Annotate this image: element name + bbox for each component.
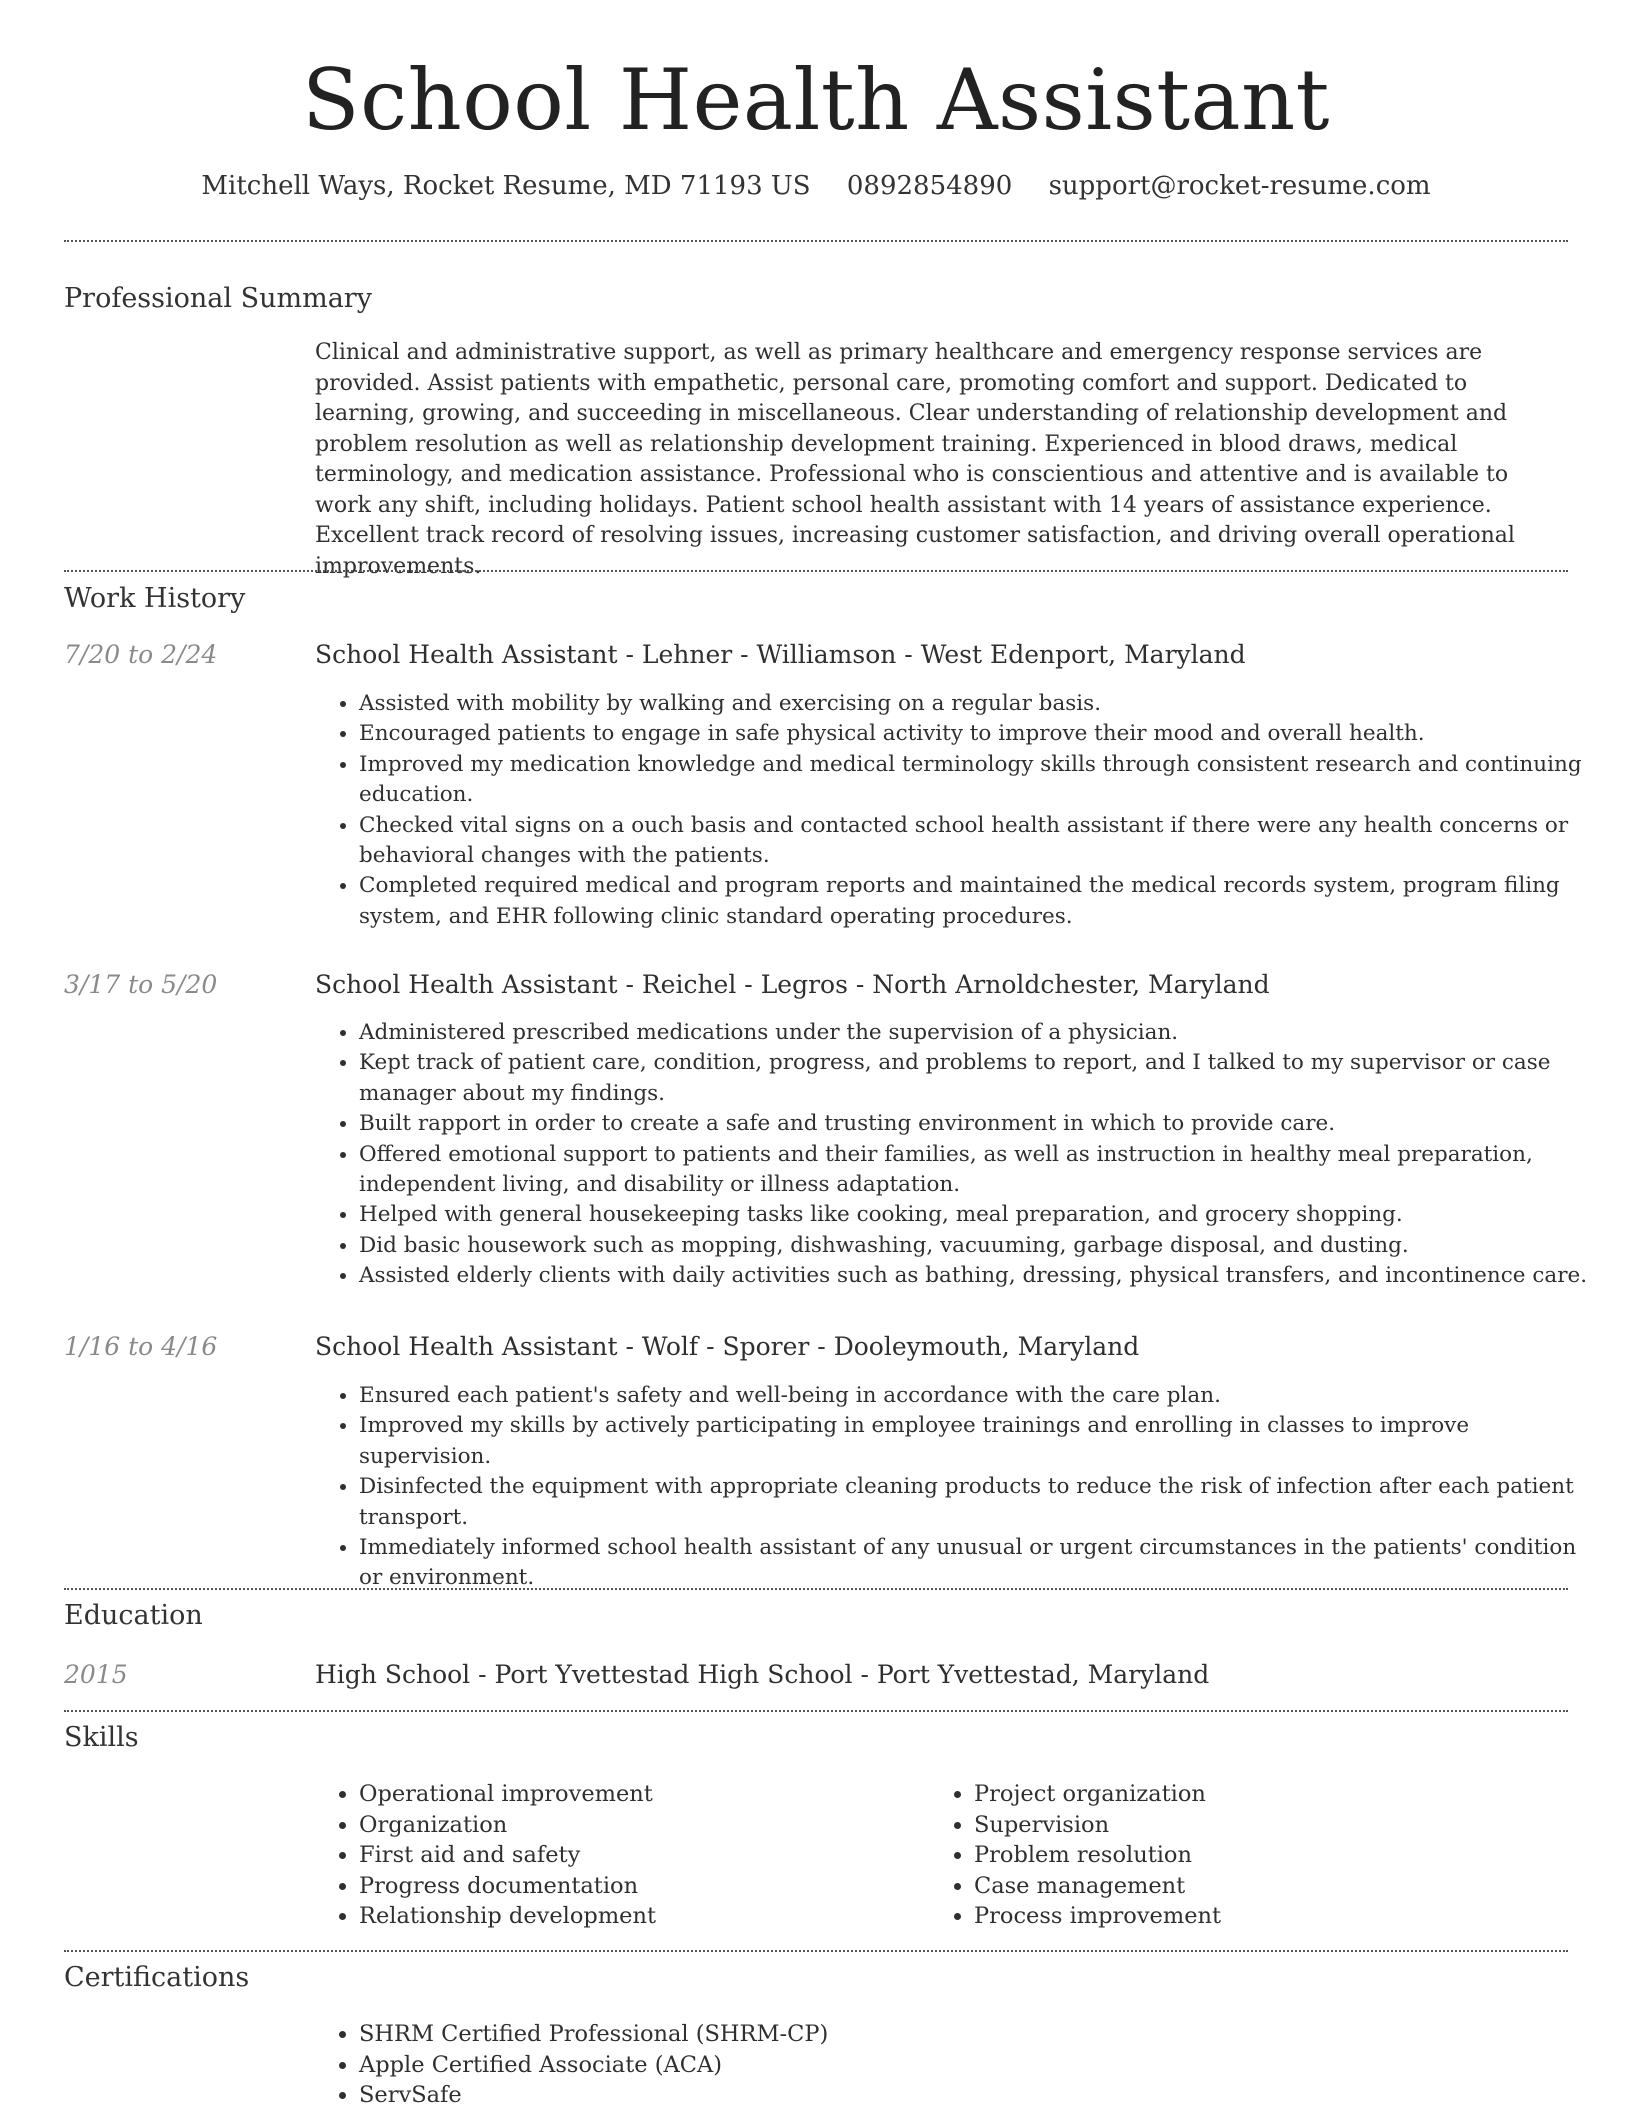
job-bullet: • Immediately informed school health assistant of any unusual or urgent circumstances in the patients' condition or environment. bbox=[359, 1533, 1599, 1594]
contact-email: support@rocket-resume.com bbox=[1048, 170, 1431, 201]
job-bullet: • Offered emotional support to patients and their families, as well as instruction in healthy meal preparation, independent living, and disability or illness adaptation. bbox=[359, 1140, 1599, 1201]
skill-item: • Progress documentation bbox=[359, 1871, 919, 1902]
job-bullet-list bbox=[315, 1381, 1599, 1594]
skill-item: • Case management bbox=[974, 1871, 1574, 1902]
job-bullet: • Encouraged patients to engage in safe physical activity to improve their mood and overall health. bbox=[359, 719, 1599, 749]
section-divider bbox=[64, 570, 1568, 572]
contact-phone: 0892854890 bbox=[846, 170, 1013, 201]
skill-item: • Operational improvement bbox=[359, 1779, 919, 1810]
skill-item: • Relationship development bbox=[359, 1901, 919, 1932]
contact-address: Mitchell Ways, Rocket Resume, MD 71193 US bbox=[201, 170, 811, 201]
section-divider bbox=[64, 1710, 1568, 1712]
job-bullet: • Built rapport in order to create a safe and trusting environment in which to provide care. bbox=[359, 1109, 1599, 1139]
job-bullet: • Disinfected the equipment with appropriate cleaning products to reduce the risk of infection after each patient transport. bbox=[359, 1472, 1599, 1533]
skill-item: • Organization bbox=[359, 1810, 919, 1841]
skill-item: • Project organization bbox=[974, 1779, 1574, 1810]
job-title: School Health Assistant - Reichel - Legros - North Arnoldchester, Maryland bbox=[315, 970, 1270, 999]
skill-item: • Supervision bbox=[974, 1810, 1574, 1841]
skills-heading: Skills bbox=[64, 1722, 139, 1753]
job-bullet: • Administered prescribed medications under the supervision of a physician. bbox=[359, 1018, 1599, 1048]
job-bullet: • Ensured each patient's safety and well-being in accordance with the care plan. bbox=[359, 1381, 1599, 1411]
job-bullet: • Kept track of patient care, condition, progress, and problems to report, and I talked to my supervisor or case manager about my findings. bbox=[359, 1048, 1599, 1109]
job-bullet: • Did basic housework such as mopping, dishwashing, vacuuming, garbage disposal, and dusting. bbox=[359, 1231, 1599, 1261]
job-bullet-list bbox=[315, 1018, 1599, 1292]
education-entry: High School - Port Yvettestad High School - Port Yvettestad, Maryland bbox=[315, 1660, 1210, 1689]
skill-item: • First aid and safety bbox=[359, 1840, 919, 1871]
resume-header bbox=[0, 0, 1632, 201]
skill-item: • Process improvement bbox=[974, 1901, 1574, 1932]
section-divider bbox=[64, 1950, 1568, 1952]
job-dates: 1/16 to 4/16 bbox=[64, 1332, 218, 1361]
job-bullet: • Improved my medication knowledge and medical terminology skills through consistent research and continuing education. bbox=[359, 750, 1599, 811]
job-bullet: • Checked vital signs on a ouch basis and contacted school health assistant if there were any health concerns or behavioral changes with the patients. bbox=[359, 811, 1599, 872]
education-heading: Education bbox=[64, 1600, 203, 1631]
job-bullet: • Assisted with mobility by walking and exercising on a regular basis. bbox=[359, 689, 1599, 719]
job-dates: 7/20 to 2/24 bbox=[64, 640, 218, 669]
resume-title: School Health Assistant bbox=[302, 51, 1330, 149]
work-history-heading: Work History bbox=[64, 583, 246, 614]
contact-line bbox=[0, 171, 1632, 201]
section-divider bbox=[64, 1588, 1568, 1590]
certification-item: • SHRM Certified Professional (SHRM-CP) bbox=[359, 2019, 1259, 2050]
summary-heading: Professional Summary bbox=[64, 283, 372, 314]
job-bullet-list bbox=[315, 689, 1599, 932]
skills-list-left bbox=[315, 1779, 919, 1932]
summary-text: Clinical and administrative support, as well as primary healthcare and emergency response services are provided. Assist patients with empathetic, personal care, promoting comfort and support. Dedicated to learning, growing, and succeeding in miscellaneous. Clear understanding of relationship development and problem resolution as well as relationship development training. Experienced in blood draws, medical terminology, and medication assistance. Professional who is conscientious and attentive and is available to work any shift, including holidays. Patient school health assistant with 14 years of assistance experience. Excellent track record of resolving issues, increasing customer satisfaction, and driving overall operational improvements. bbox=[315, 340, 1515, 579]
certifications-list bbox=[315, 2019, 1259, 2111]
section-divider bbox=[64, 240, 1568, 242]
job-title: School Health Assistant - Lehner - Williamson - West Edenport, Maryland bbox=[315, 640, 1246, 669]
certification-item: • Apple Certified Associate (ACA) bbox=[359, 2050, 1259, 2081]
skills-list-right bbox=[930, 1779, 1574, 1932]
job-bullet: • Improved my skills by actively participating in employee trainings and enrolling in classes to improve supervision. bbox=[359, 1411, 1599, 1472]
education-year: 2015 bbox=[64, 1660, 128, 1689]
skill-item: • Problem resolution bbox=[974, 1840, 1574, 1871]
job-bullet: • Assisted elderly clients with daily activities such as bathing, dressing, physical transfers, and incontinence care. bbox=[359, 1261, 1599, 1291]
certifications-heading: Certifications bbox=[64, 1962, 250, 1993]
certification-item: • ServSafe bbox=[359, 2080, 1259, 2111]
job-bullet: • Completed required medical and program reports and maintained the medical records system, program filing system, and EHR following clinic standard operating procedures. bbox=[359, 871, 1599, 932]
job-dates: 3/17 to 5/20 bbox=[64, 970, 218, 999]
job-title: School Health Assistant - Wolf - Sporer - Dooleymouth, Maryland bbox=[315, 1332, 1140, 1361]
job-bullet: • Helped with general housekeeping tasks like cooking, meal preparation, and grocery shopping. bbox=[359, 1200, 1599, 1230]
